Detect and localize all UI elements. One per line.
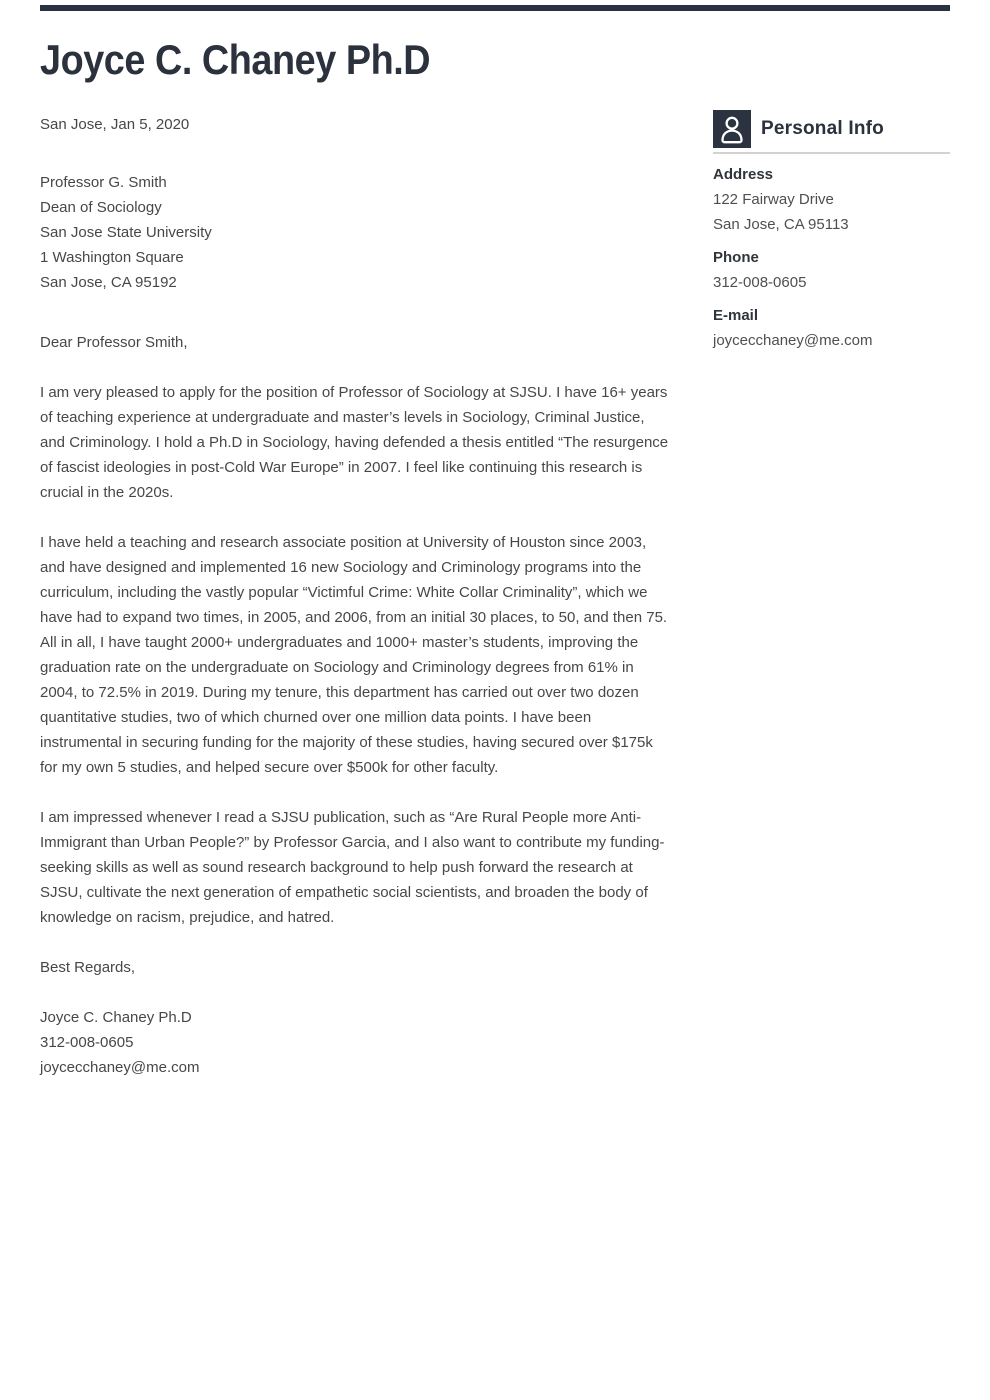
- personal-info-sidebar: [713, 0, 950, 1080]
- letter-paragraph: I have held a teaching and research associate position at University of Houston since 2003, and have designed and implemented 16 new Sociology and Criminology programs into the curriculum, including the vastly popular “Victimful Crime: White Collar Criminality”, which we have had to expand two times, in 2005, and 2006, from an initial 30 places, to 50, and then 75. All in all, I have taught 2000+ undergraduates and 1000+ master’s students, improving the graduation rate on the undergraduate on Sociology and Criminology degrees from 61% in 2004, to 72.5% in 2019. During my tenure, this department has carried out over two dozen quantitative studies, two of which churned over one million data points. I have been instrumental in securing funding for the majority of these studies, having secured over $175k for my own 5 studies, and helped secure over $500k for other faculty.: [40, 534, 668, 776]
- address-line: 122 Fairway Drive: [713, 191, 834, 208]
- letter-paragraph: I am impressed whenever I read a SJSU publication, such as “Are Rural People more Anti-Immigrant than Urban People?” by Professor Garcia, and I also want to contribute my funding-seeking skills as well as sound research background to help push forward the research at SJSU, cultivate the next generation of empathetic social scientists, and broaden the body of knowledge on racism, prejudice, and hatred.: [40, 809, 665, 926]
- recipient-name: Professor G. Smith: [40, 174, 167, 191]
- signature-block: [40, 1005, 673, 1080]
- recipient-block: [40, 170, 673, 295]
- sidebar-section-email: [713, 303, 950, 353]
- sidebar-header: [713, 110, 950, 148]
- date-line: San Jose, Jan 5, 2020: [40, 116, 190, 133]
- sidebar-label: Phone: [713, 249, 759, 266]
- recipient-organization: San Jose State University: [40, 224, 212, 241]
- sidebar-divider: [713, 152, 950, 154]
- signature-phone: 312-008-0605: [40, 1034, 134, 1051]
- sidebar-section-phone: [713, 245, 950, 295]
- email-value: joycecchaney@me.com: [713, 332, 873, 349]
- letter-paragraph: I am very pleased to apply for the position of Professor of Sociology at SJSU. I have 16+ years of teaching experience at undergraduate and master’s levels in Sociology, Criminal Justice, and Criminology. I hold a Ph.D in Sociology, having defended a thesis entitled “The resurgence of fascist ideologies in post-Cold War Europe” in 2007. I feel like continuing this research is crucial in the 2020s.: [40, 384, 669, 501]
- address-line: San Jose, CA 95113: [713, 216, 849, 233]
- person-icon: [713, 110, 751, 148]
- sidebar-label: Address: [713, 166, 774, 183]
- page-title: Joyce C. Chaney Ph.D: [40, 36, 431, 83]
- closing-line: Best Regards,: [40, 959, 136, 976]
- top-accent-bar: [40, 5, 950, 11]
- salutation: Dear Professor Smith,: [40, 334, 188, 351]
- signature-name: Joyce C. Chaney Ph.D: [40, 1009, 192, 1026]
- phone-value: 312-008-0605: [713, 274, 807, 291]
- recipient-role: Dean of Sociology: [40, 199, 162, 216]
- letter-body: [40, 0, 673, 1080]
- sidebar-title: Personal Info: [761, 118, 884, 139]
- recipient-city: San Jose, CA 95192: [40, 274, 177, 291]
- sidebar-label: E-mail: [713, 307, 759, 324]
- signature-email: joycecchaney@me.com: [40, 1059, 200, 1076]
- recipient-street: 1 Washington Square: [40, 249, 184, 266]
- sidebar-section-address: [713, 162, 950, 237]
